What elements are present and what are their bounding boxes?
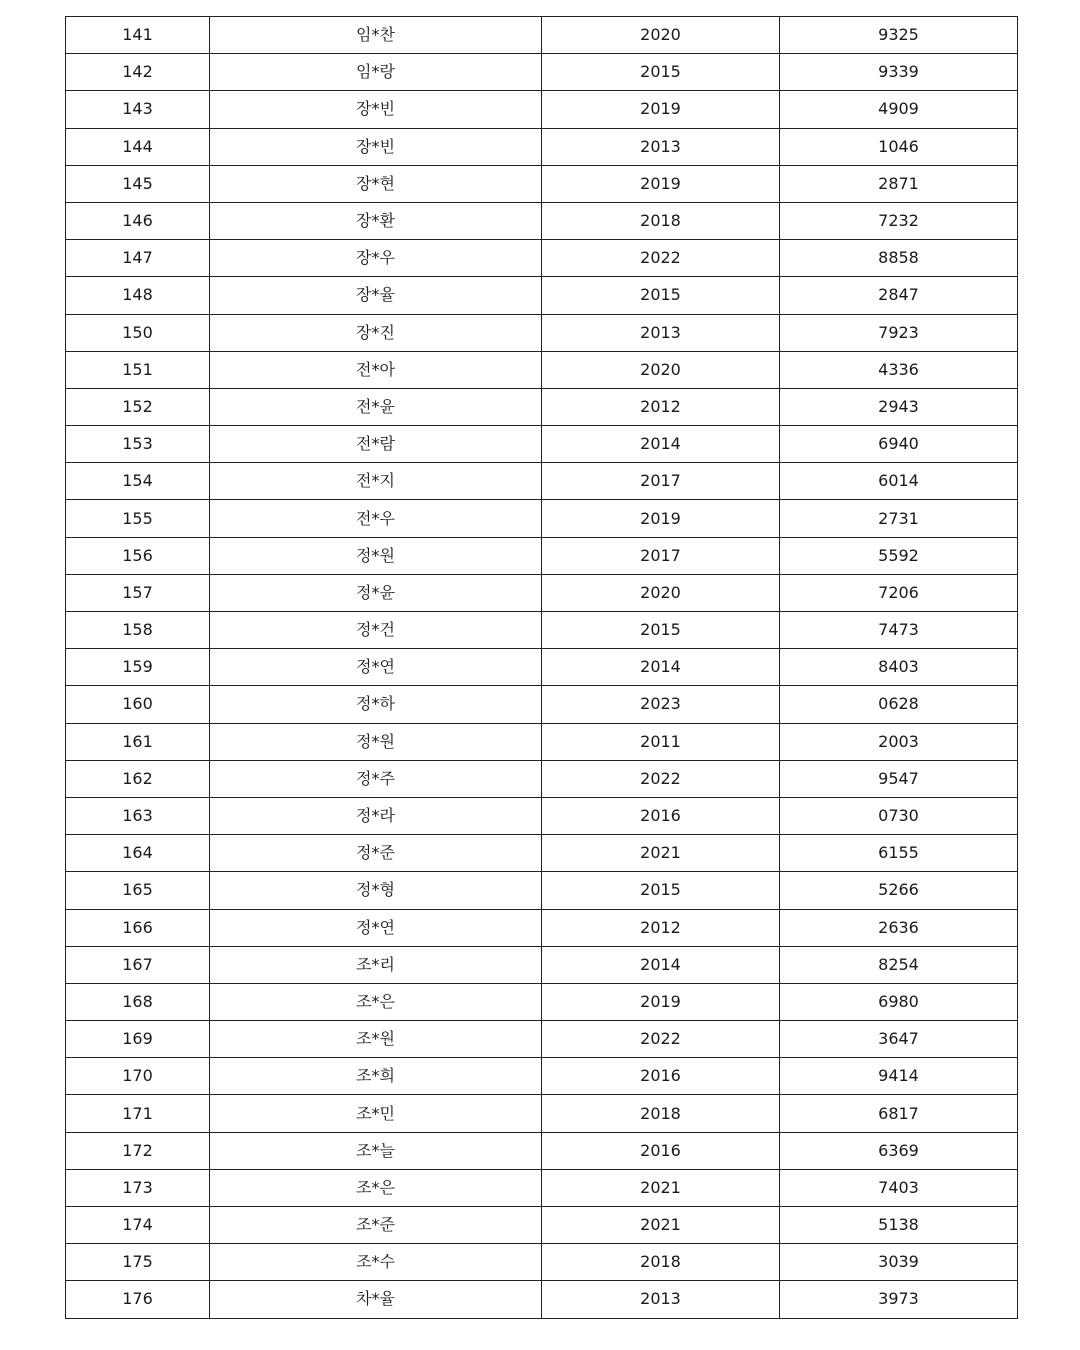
code-cell: 2636	[780, 909, 1018, 946]
name-cell: 정*하	[210, 686, 542, 723]
name-cell: 장*빈	[210, 91, 542, 128]
code-cell: 2847	[780, 277, 1018, 314]
row-number-cell: 155	[66, 500, 210, 537]
year-cell: 2015	[542, 277, 780, 314]
code-cell: 6155	[780, 835, 1018, 872]
code-cell: 6940	[780, 426, 1018, 463]
code-cell: 8254	[780, 946, 1018, 983]
table-row	[66, 983, 1018, 1020]
table-row	[66, 351, 1018, 388]
year-cell: 2019	[542, 983, 780, 1020]
code-cell: 6817	[780, 1095, 1018, 1132]
row-number-cell: 148	[66, 277, 210, 314]
row-number-cell: 152	[66, 388, 210, 425]
code-cell: 9547	[780, 760, 1018, 797]
row-number-cell: 172	[66, 1132, 210, 1169]
table-row	[66, 1281, 1018, 1318]
code-cell: 7473	[780, 612, 1018, 649]
table-row	[66, 946, 1018, 983]
table-row	[66, 537, 1018, 574]
year-cell: 2021	[542, 1169, 780, 1206]
name-cell: 정*건	[210, 612, 542, 649]
row-number-cell: 165	[66, 872, 210, 909]
code-cell: 2871	[780, 165, 1018, 202]
year-cell: 2021	[542, 1207, 780, 1244]
year-cell: 2016	[542, 1132, 780, 1169]
year-cell: 2014	[542, 649, 780, 686]
row-number-cell: 164	[66, 835, 210, 872]
code-cell: 0628	[780, 686, 1018, 723]
row-number-cell: 146	[66, 202, 210, 239]
code-cell: 7923	[780, 314, 1018, 351]
table-row	[66, 835, 1018, 872]
row-number-cell: 141	[66, 17, 210, 54]
row-number-cell: 158	[66, 612, 210, 649]
table-row	[66, 797, 1018, 834]
records-table-body	[66, 17, 1018, 1319]
name-cell: 조*준	[210, 1207, 542, 1244]
name-cell: 조*리	[210, 946, 542, 983]
row-number-cell: 154	[66, 463, 210, 500]
row-number-cell: 145	[66, 165, 210, 202]
row-number-cell: 174	[66, 1207, 210, 1244]
row-number-cell: 144	[66, 128, 210, 165]
code-cell: 8858	[780, 240, 1018, 277]
code-cell: 3039	[780, 1244, 1018, 1281]
year-cell: 2018	[542, 1244, 780, 1281]
row-number-cell: 166	[66, 909, 210, 946]
row-number-cell: 151	[66, 351, 210, 388]
row-number-cell: 157	[66, 574, 210, 611]
row-number-cell: 153	[66, 426, 210, 463]
name-cell: 장*빈	[210, 128, 542, 165]
name-cell: 조*수	[210, 1244, 542, 1281]
row-number-cell: 163	[66, 797, 210, 834]
table-row	[66, 202, 1018, 239]
year-cell: 2016	[542, 797, 780, 834]
code-cell: 7403	[780, 1169, 1018, 1206]
table-row	[66, 240, 1018, 277]
row-number-cell: 150	[66, 314, 210, 351]
table-row	[66, 1244, 1018, 1281]
code-cell: 2943	[780, 388, 1018, 425]
table-row	[66, 314, 1018, 351]
code-cell: 1046	[780, 128, 1018, 165]
table-row	[66, 649, 1018, 686]
year-cell: 2020	[542, 351, 780, 388]
name-cell: 정*라	[210, 797, 542, 834]
name-cell: 조*늘	[210, 1132, 542, 1169]
year-cell: 2017	[542, 537, 780, 574]
table-row	[66, 17, 1018, 54]
name-cell: 임*찬	[210, 17, 542, 54]
year-cell: 2020	[542, 17, 780, 54]
table-row	[66, 1207, 1018, 1244]
name-cell: 정*윤	[210, 574, 542, 611]
name-cell: 정*형	[210, 872, 542, 909]
table-row	[66, 500, 1018, 537]
table-row	[66, 426, 1018, 463]
code-cell: 5592	[780, 537, 1018, 574]
year-cell: 2021	[542, 835, 780, 872]
year-cell: 2018	[542, 202, 780, 239]
code-cell: 9414	[780, 1058, 1018, 1095]
code-cell: 6369	[780, 1132, 1018, 1169]
name-cell: 정*준	[210, 835, 542, 872]
year-cell: 2023	[542, 686, 780, 723]
table-row	[66, 128, 1018, 165]
code-cell: 3973	[780, 1281, 1018, 1318]
name-cell: 정*주	[210, 760, 542, 797]
name-cell: 전*우	[210, 500, 542, 537]
table-row	[66, 612, 1018, 649]
table-row	[66, 686, 1018, 723]
table-row	[66, 723, 1018, 760]
name-cell: 장*우	[210, 240, 542, 277]
row-number-cell: 143	[66, 91, 210, 128]
table-row	[66, 574, 1018, 611]
code-cell: 9339	[780, 54, 1018, 91]
code-cell: 4909	[780, 91, 1018, 128]
year-cell: 2013	[542, 314, 780, 351]
table-row	[66, 872, 1018, 909]
name-cell: 조*민	[210, 1095, 542, 1132]
row-number-cell: 173	[66, 1169, 210, 1206]
code-cell: 8403	[780, 649, 1018, 686]
table-row	[66, 1169, 1018, 1206]
name-cell: 조*은	[210, 983, 542, 1020]
table-row	[66, 1095, 1018, 1132]
code-cell: 2003	[780, 723, 1018, 760]
name-cell: 정*연	[210, 649, 542, 686]
name-cell: 전*윤	[210, 388, 542, 425]
row-number-cell: 159	[66, 649, 210, 686]
year-cell: 2012	[542, 388, 780, 425]
year-cell: 2019	[542, 500, 780, 537]
year-cell: 2022	[542, 760, 780, 797]
name-cell: 차*율	[210, 1281, 542, 1318]
code-cell: 4336	[780, 351, 1018, 388]
name-cell: 조*희	[210, 1058, 542, 1095]
year-cell: 2022	[542, 240, 780, 277]
row-number-cell: 175	[66, 1244, 210, 1281]
table-row	[66, 463, 1018, 500]
row-number-cell: 168	[66, 983, 210, 1020]
table-row	[66, 909, 1018, 946]
year-cell: 2015	[542, 612, 780, 649]
name-cell: 전*람	[210, 426, 542, 463]
table-row	[66, 760, 1018, 797]
code-cell: 5266	[780, 872, 1018, 909]
year-cell: 2019	[542, 165, 780, 202]
row-number-cell: 156	[66, 537, 210, 574]
row-number-cell: 169	[66, 1021, 210, 1058]
year-cell: 2013	[542, 1281, 780, 1318]
code-cell: 0730	[780, 797, 1018, 834]
year-cell: 2014	[542, 946, 780, 983]
code-cell: 6980	[780, 983, 1018, 1020]
row-number-cell: 171	[66, 1095, 210, 1132]
year-cell: 2014	[542, 426, 780, 463]
row-number-cell: 160	[66, 686, 210, 723]
name-cell: 장*환	[210, 202, 542, 239]
code-cell: 3647	[780, 1021, 1018, 1058]
table-row	[66, 91, 1018, 128]
table-row	[66, 1058, 1018, 1095]
year-cell: 2015	[542, 872, 780, 909]
year-cell: 2013	[542, 128, 780, 165]
year-cell: 2019	[542, 91, 780, 128]
name-cell: 전*지	[210, 463, 542, 500]
name-cell: 조*원	[210, 1021, 542, 1058]
row-number-cell: 161	[66, 723, 210, 760]
year-cell: 2016	[542, 1058, 780, 1095]
table-row	[66, 165, 1018, 202]
code-cell: 5138	[780, 1207, 1018, 1244]
year-cell: 2018	[542, 1095, 780, 1132]
code-cell: 7232	[780, 202, 1018, 239]
year-cell: 2020	[542, 574, 780, 611]
name-cell: 전*아	[210, 351, 542, 388]
table-row	[66, 1021, 1018, 1058]
name-cell: 장*진	[210, 314, 542, 351]
year-cell: 2011	[542, 723, 780, 760]
name-cell: 조*은	[210, 1169, 542, 1206]
year-cell: 2022	[542, 1021, 780, 1058]
year-cell: 2012	[542, 909, 780, 946]
year-cell: 2017	[542, 463, 780, 500]
code-cell: 7206	[780, 574, 1018, 611]
row-number-cell: 167	[66, 946, 210, 983]
table-row	[66, 1132, 1018, 1169]
name-cell: 임*랑	[210, 54, 542, 91]
row-number-cell: 142	[66, 54, 210, 91]
row-number-cell: 147	[66, 240, 210, 277]
table-row	[66, 277, 1018, 314]
code-cell: 6014	[780, 463, 1018, 500]
row-number-cell: 162	[66, 760, 210, 797]
table-row	[66, 54, 1018, 91]
name-cell: 정*연	[210, 909, 542, 946]
code-cell: 9325	[780, 17, 1018, 54]
name-cell: 정*원	[210, 537, 542, 574]
table-row	[66, 388, 1018, 425]
records-table	[65, 16, 1018, 1319]
name-cell: 정*원	[210, 723, 542, 760]
code-cell: 2731	[780, 500, 1018, 537]
row-number-cell: 176	[66, 1281, 210, 1318]
year-cell: 2015	[542, 54, 780, 91]
name-cell: 장*율	[210, 277, 542, 314]
name-cell: 장*현	[210, 165, 542, 202]
row-number-cell: 170	[66, 1058, 210, 1095]
